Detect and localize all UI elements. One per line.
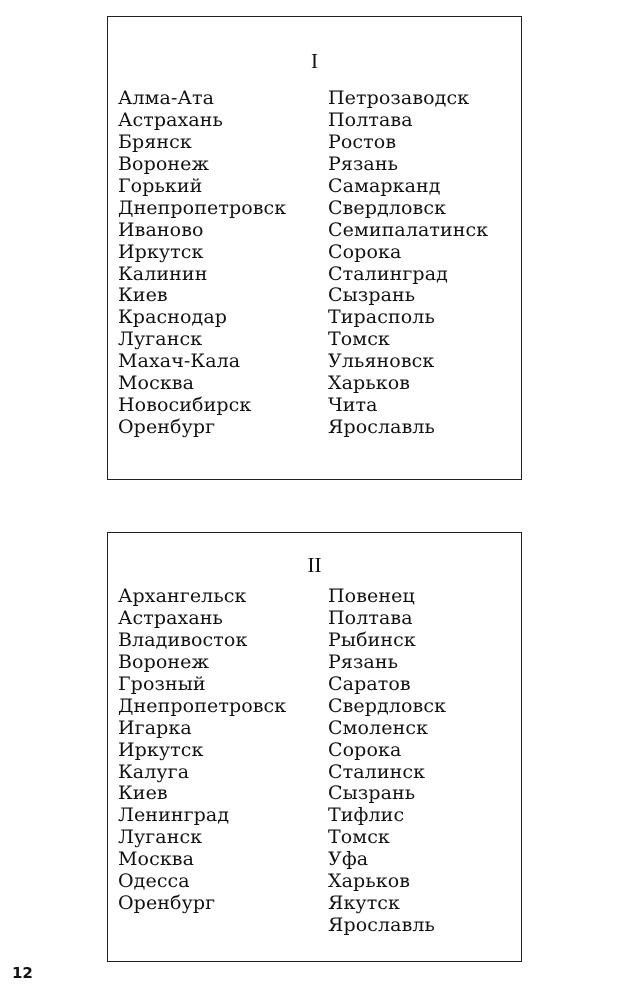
city-item: Калуга: [118, 760, 190, 783]
city-item: Сызрань: [328, 782, 416, 805]
city-item: Тифлис: [328, 804, 405, 827]
city-item: Смоленск: [328, 716, 429, 739]
city-item: Самарканд: [328, 174, 441, 197]
city-column-left: [118, 88, 286, 439]
city-item: Сталинград: [328, 262, 448, 285]
city-item: Полтава: [328, 606, 413, 629]
city-item: Горький: [118, 174, 203, 197]
city-item: Оренбург: [118, 416, 216, 439]
city-item: Киев: [118, 284, 168, 307]
city-item: Сызрань: [328, 284, 416, 307]
city-item: Днепропетровск: [118, 196, 287, 219]
city-item: Полтава: [328, 108, 413, 131]
section-numeral: I: [311, 49, 318, 73]
city-item: Махач-Кала: [118, 350, 241, 373]
city-item: Сорока: [328, 738, 402, 761]
city-item: Алма-Ата: [118, 87, 215, 109]
city-item: Архангельск: [118, 585, 247, 607]
city-item: Чита: [328, 394, 378, 417]
city-item: Рязань: [328, 650, 399, 673]
city-item: Томск: [328, 826, 390, 849]
city-item: Днепропетровск: [118, 694, 287, 717]
city-column-right: [328, 88, 488, 439]
city-item: Воронеж: [118, 650, 210, 673]
city-item: Сталинск: [328, 760, 426, 783]
city-item: Сорока: [328, 240, 402, 263]
city-item: Иркутск: [118, 240, 204, 263]
city-item: Астрахань: [118, 606, 223, 629]
city-item: Саратов: [328, 672, 411, 695]
city-item: Семипалатинск: [328, 218, 489, 241]
city-item: Иркутск: [118, 738, 204, 761]
city-item: Повенец: [328, 585, 415, 607]
city-item: Новосибирск: [118, 394, 252, 417]
page-number: 12: [12, 964, 33, 982]
city-item: Луганск: [118, 328, 203, 351]
city-item: Брянск: [118, 130, 192, 153]
city-item: Киев: [118, 782, 168, 805]
city-item: Иваново: [118, 218, 204, 241]
city-item: Ростов: [328, 130, 397, 153]
city-column-right: [328, 586, 446, 937]
city-item: Ярославль: [328, 914, 435, 937]
city-column-left: [118, 586, 286, 915]
city-item: Краснодар: [118, 306, 228, 329]
city-item: Петрозаводск: [328, 87, 470, 109]
city-list-box-2: [107, 532, 522, 962]
city-item: Ленинград: [118, 804, 230, 827]
city-item: Харьков: [328, 870, 411, 893]
city-item: Одесса: [118, 870, 190, 893]
city-item: Тирасполь: [328, 306, 435, 329]
city-item: Калинин: [118, 262, 208, 285]
section-numeral: II: [307, 553, 322, 577]
city-item: Рыбинск: [328, 628, 416, 651]
city-item: Свердловск: [328, 694, 447, 717]
city-item: Якутск: [328, 892, 401, 915]
city-item: Астрахань: [118, 108, 223, 131]
city-item: Владивосток: [118, 628, 248, 651]
city-item: Оренбург: [118, 892, 216, 915]
city-item: Москва: [118, 372, 195, 395]
city-item: Ульяновск: [328, 350, 435, 373]
city-item: Игарка: [118, 716, 192, 739]
city-item: Москва: [118, 848, 195, 871]
city-list-box-1: [107, 16, 522, 480]
city-item: Свердловск: [328, 196, 447, 219]
city-item: Уфа: [328, 848, 369, 871]
city-item: Воронеж: [118, 152, 210, 175]
city-item: Луганск: [118, 826, 203, 849]
city-item: Рязань: [328, 152, 399, 175]
city-item: Томск: [328, 328, 390, 351]
city-item: Харьков: [328, 372, 411, 395]
city-item: Грозный: [118, 672, 206, 695]
city-item: Ярославль: [328, 416, 435, 439]
